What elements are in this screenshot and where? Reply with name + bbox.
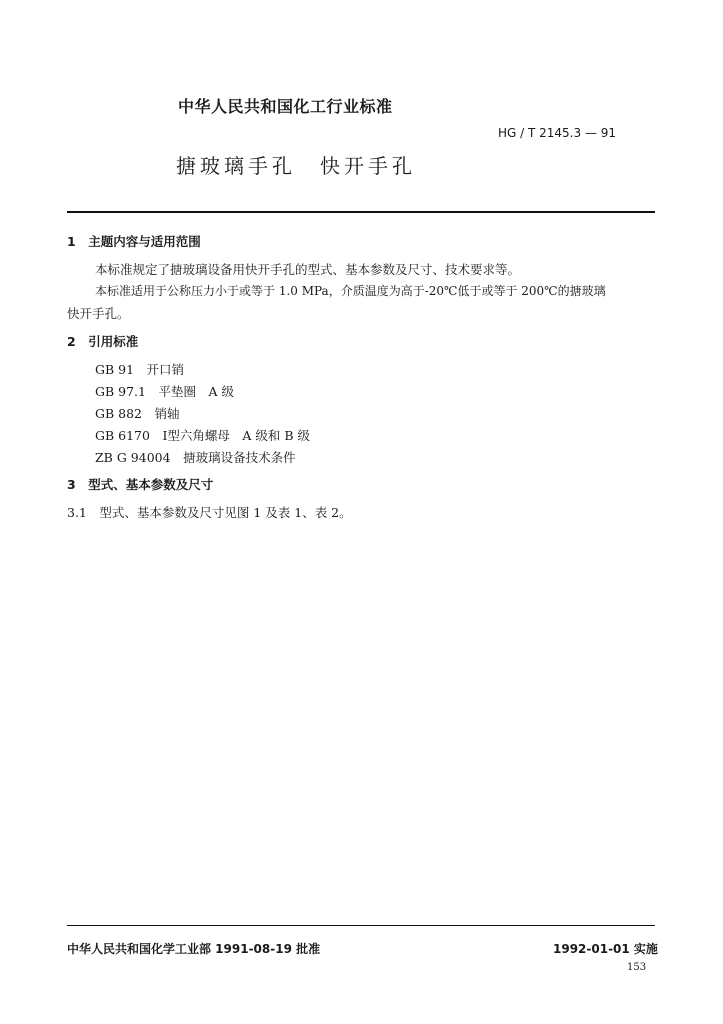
reference-item: GB 882 销轴 (95, 406, 180, 421)
page-number: 153 (627, 962, 647, 973)
reference-item: GB 6170 Ⅰ型六角螺母 A 级和 B 级 (95, 428, 311, 443)
section-1-paragraph-2-line-2: 快开手孔。 (67, 306, 130, 321)
section-1-paragraph-2-line-1: 本标准适用于公称压力小于或等于 1.0 MPa，介质温度为高于-20℃低于或等于 200℃的搪玻璃 (95, 284, 606, 298)
effective-date: 1992-01-01 实施 (553, 942, 658, 956)
section-3-heading: 3 型式、基本参数及尺寸 (67, 477, 214, 492)
reference-item: GB 97.1 平垫圈 A 级 (95, 384, 234, 399)
document-title: 搪玻璃手孔 快开手孔 (176, 154, 416, 178)
section-1-paragraph-1: 本标准规定了搪玻璃设备用快开手孔的型式、基本参数及尺寸、技术要求等。 (95, 262, 521, 277)
org-title: 中华人民共和国化工行业标准 (178, 97, 393, 116)
section-1-heading: 1 主题内容与适用范围 (67, 234, 201, 249)
footer-rule (67, 925, 655, 926)
section-2-heading: 2 引用标准 (67, 334, 139, 349)
standard-code: HG / T 2145.3 — 91 (498, 126, 617, 140)
header-rule (67, 211, 655, 213)
approval-line: 中华人民共和国化学工业部 1991-08-19 批准 (67, 942, 321, 956)
section-3-1-paragraph: 3.1 型式、基本参数及尺寸见图 1 及表 1、表 2。 (67, 505, 352, 520)
reference-item: GB 91 开口销 (95, 362, 185, 377)
reference-item: ZB G 94004 搪玻璃设备技术条件 (95, 450, 296, 465)
